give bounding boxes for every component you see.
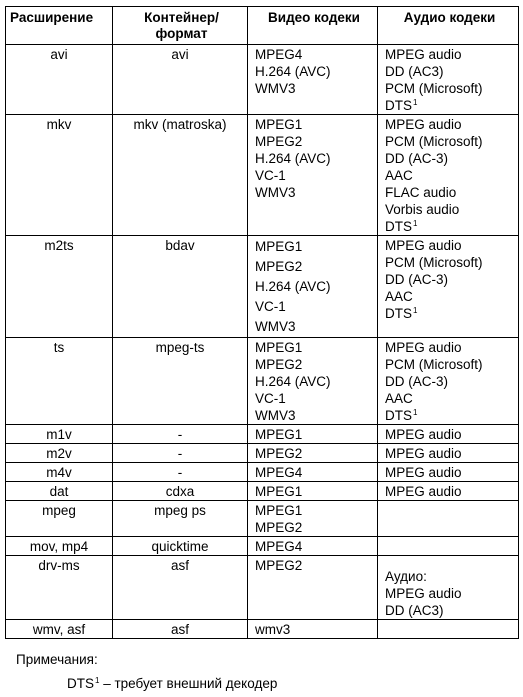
cell-video-codecs [248,463,378,482]
table-row [6,463,519,482]
header-audio [378,7,519,45]
cell-container: mkv (matroska) [113,115,248,236]
cell-container: quicktime [113,537,248,556]
codec-line: PCM (Microsoft) [385,255,483,270]
footnote-mark: 1 [413,306,418,315]
cell-audio-codecs [378,556,519,620]
codec-line: MPEG2 [255,259,303,274]
cell-video-codecs [248,537,378,556]
table-row [6,115,519,236]
codec-line: H.264 (AVC) [255,64,331,79]
header-extension [6,7,113,45]
header-row [6,7,519,45]
cell-extension: wmv, asf [6,620,113,639]
notes-footnote-mark: 1 [95,676,100,685]
cell-video-codecs [248,501,378,537]
table-row [6,620,519,639]
cell-extension: mkv [6,115,113,236]
cell-extension: mov, mp4 [6,537,113,556]
codec-line: DD (AC-3) [385,151,448,166]
codec-line: MPEG4 [255,539,303,554]
codec-line: MPEG1 [255,484,303,499]
codec-line: MPEG1 [255,427,303,442]
cell-container: - [113,444,248,463]
codec-line: MPEG audio [385,446,462,461]
table-row [6,338,519,425]
cell-audio-codecs [378,338,519,425]
codec-line: DTS$^1$ [385,408,418,423]
cell-audio-codecs [378,115,519,236]
codec-line: MPEG1 [255,117,303,132]
cell-container: cdxa [113,482,248,501]
cell-container: - [113,463,248,482]
codec-line: WMV3 [255,319,296,334]
cell-video-codecs [248,45,378,115]
table-row [6,501,519,537]
codec-line: VC-1 [255,391,286,406]
codec-line: H.264 (AVC) [255,279,331,294]
table-body [6,45,519,639]
codec-line: Аудио: [385,569,427,584]
cell-extension: dat [6,482,113,501]
codec-line: WMV3 [255,185,296,200]
codec-line: DD (AC3) [385,64,444,79]
cell-video-codecs [248,444,378,463]
cell-audio-codecs [378,537,519,556]
codec-line: H.264 (AVC) [255,374,331,389]
cell-container: asf [113,620,248,639]
cell-audio-codecs [378,620,519,639]
cell-audio-codecs [378,236,519,338]
cell-container: mpeg-ts [113,338,248,425]
codec-line: MPEG4 [255,47,303,62]
table-row [6,45,519,115]
cell-video-codecs [248,482,378,501]
cell-container: asf [113,556,248,620]
cell-audio-codecs [378,45,519,115]
codec-line: MPEG audio [385,427,462,442]
codec-line: AAC [385,289,413,304]
cell-container: avi [113,45,248,115]
header-text: Контейнер/ [144,10,219,25]
cell-extension: mpeg [6,501,113,537]
cell-extension: m2v [6,444,113,463]
codec-line: MPEG1 [255,239,303,254]
cell-extension: m1v [6,425,113,444]
codec-line: MPEG audio [385,238,462,253]
cell-audio-codecs [378,444,519,463]
codec-line: AAC [385,168,413,183]
codec-line: Vorbis audio [385,202,460,217]
notes-title: Примечания: [16,652,98,667]
codec-line: PCM (Microsoft) [385,134,483,149]
cell-extension: drv-ms [6,556,113,620]
codec-line: WMV3 [255,408,296,423]
table-row [6,236,519,338]
cell-video-codecs [248,620,378,639]
header-container [113,7,248,45]
header-text: Аудио кодеки [403,10,496,25]
cell-container: bdav [113,236,248,338]
codec-line: MPEG audio [385,47,462,62]
codec-line: MPEG2 [255,446,303,461]
codec-line: MPEG2 [255,357,303,372]
codec-line: MPEG audio [385,117,462,132]
table-row [6,482,519,501]
cell-container: mpeg ps [113,501,248,537]
cell-video-codecs [248,115,378,236]
cell-extension: ts [6,338,113,425]
cell-video-codecs [248,236,378,338]
codec-line: PCM (Microsoft) [385,357,483,372]
footnote-mark: 1 [413,408,418,417]
cell-container: - [113,425,248,444]
codec-line: MPEG1 [255,340,303,355]
notes-section [16,650,277,694]
codec-line: MPEG4 [255,465,303,480]
table-row [6,444,519,463]
cell-audio-codecs [378,425,519,444]
notes-line [16,674,277,694]
codec-line: DD (AC-3) [385,272,448,287]
codec-line: FLAC audio [385,185,457,200]
header-text: Видео кодеки [268,10,360,25]
codec-line: VC-1 [255,168,286,183]
footnote-mark: 1 [413,98,418,107]
codec-line: VC-1 [255,299,286,314]
codec-line: MPEG audio [385,340,462,355]
codec-line: DTS$^1$ [385,219,418,234]
codec-line: DD (AC-3) [385,374,448,389]
cell-extension: m4v [6,463,113,482]
cell-video-codecs [248,425,378,444]
cell-audio-codecs [378,501,519,537]
table-row [6,556,519,620]
codec-line: H.264 (AVC) [255,151,331,166]
notes-text: – требует внешний декодер [99,676,278,691]
codec-line: MPEG audio [385,484,462,499]
cell-audio-codecs [378,463,519,482]
codec-line: AAC [385,391,413,406]
cell-audio-codecs [378,482,519,501]
codec-line: MPEG2 [255,558,303,573]
header-text: формат [155,26,208,41]
codecs-table [5,6,519,639]
codec-line: DTS$^1$ [385,98,418,113]
cell-video-codecs [248,338,378,425]
codec-line: MPEG audio [385,465,462,480]
codec-line: MPEG2 [255,520,303,535]
codec-line: wmv3 [255,622,291,637]
cell-extension: m2ts [6,236,113,338]
cell-extension: avi [6,45,113,115]
codec-line: MPEG audio [385,586,462,601]
footnote-mark: 1 [413,219,418,228]
notes-dts: DTS [67,676,94,691]
codec-line: DD (AC3) [385,603,444,618]
codec-line: PCM (Microsoft) [385,81,483,96]
header-video [248,7,378,45]
table-row [6,537,519,556]
codec-line: MPEG1 [255,503,303,518]
cell-video-codecs [248,556,378,620]
codec-line: DTS$^1$ [385,306,418,321]
table-row [6,425,519,444]
codec-line: WMV3 [255,81,296,96]
header-text: Расширение [10,10,94,25]
codec-line: MPEG2 [255,134,303,149]
